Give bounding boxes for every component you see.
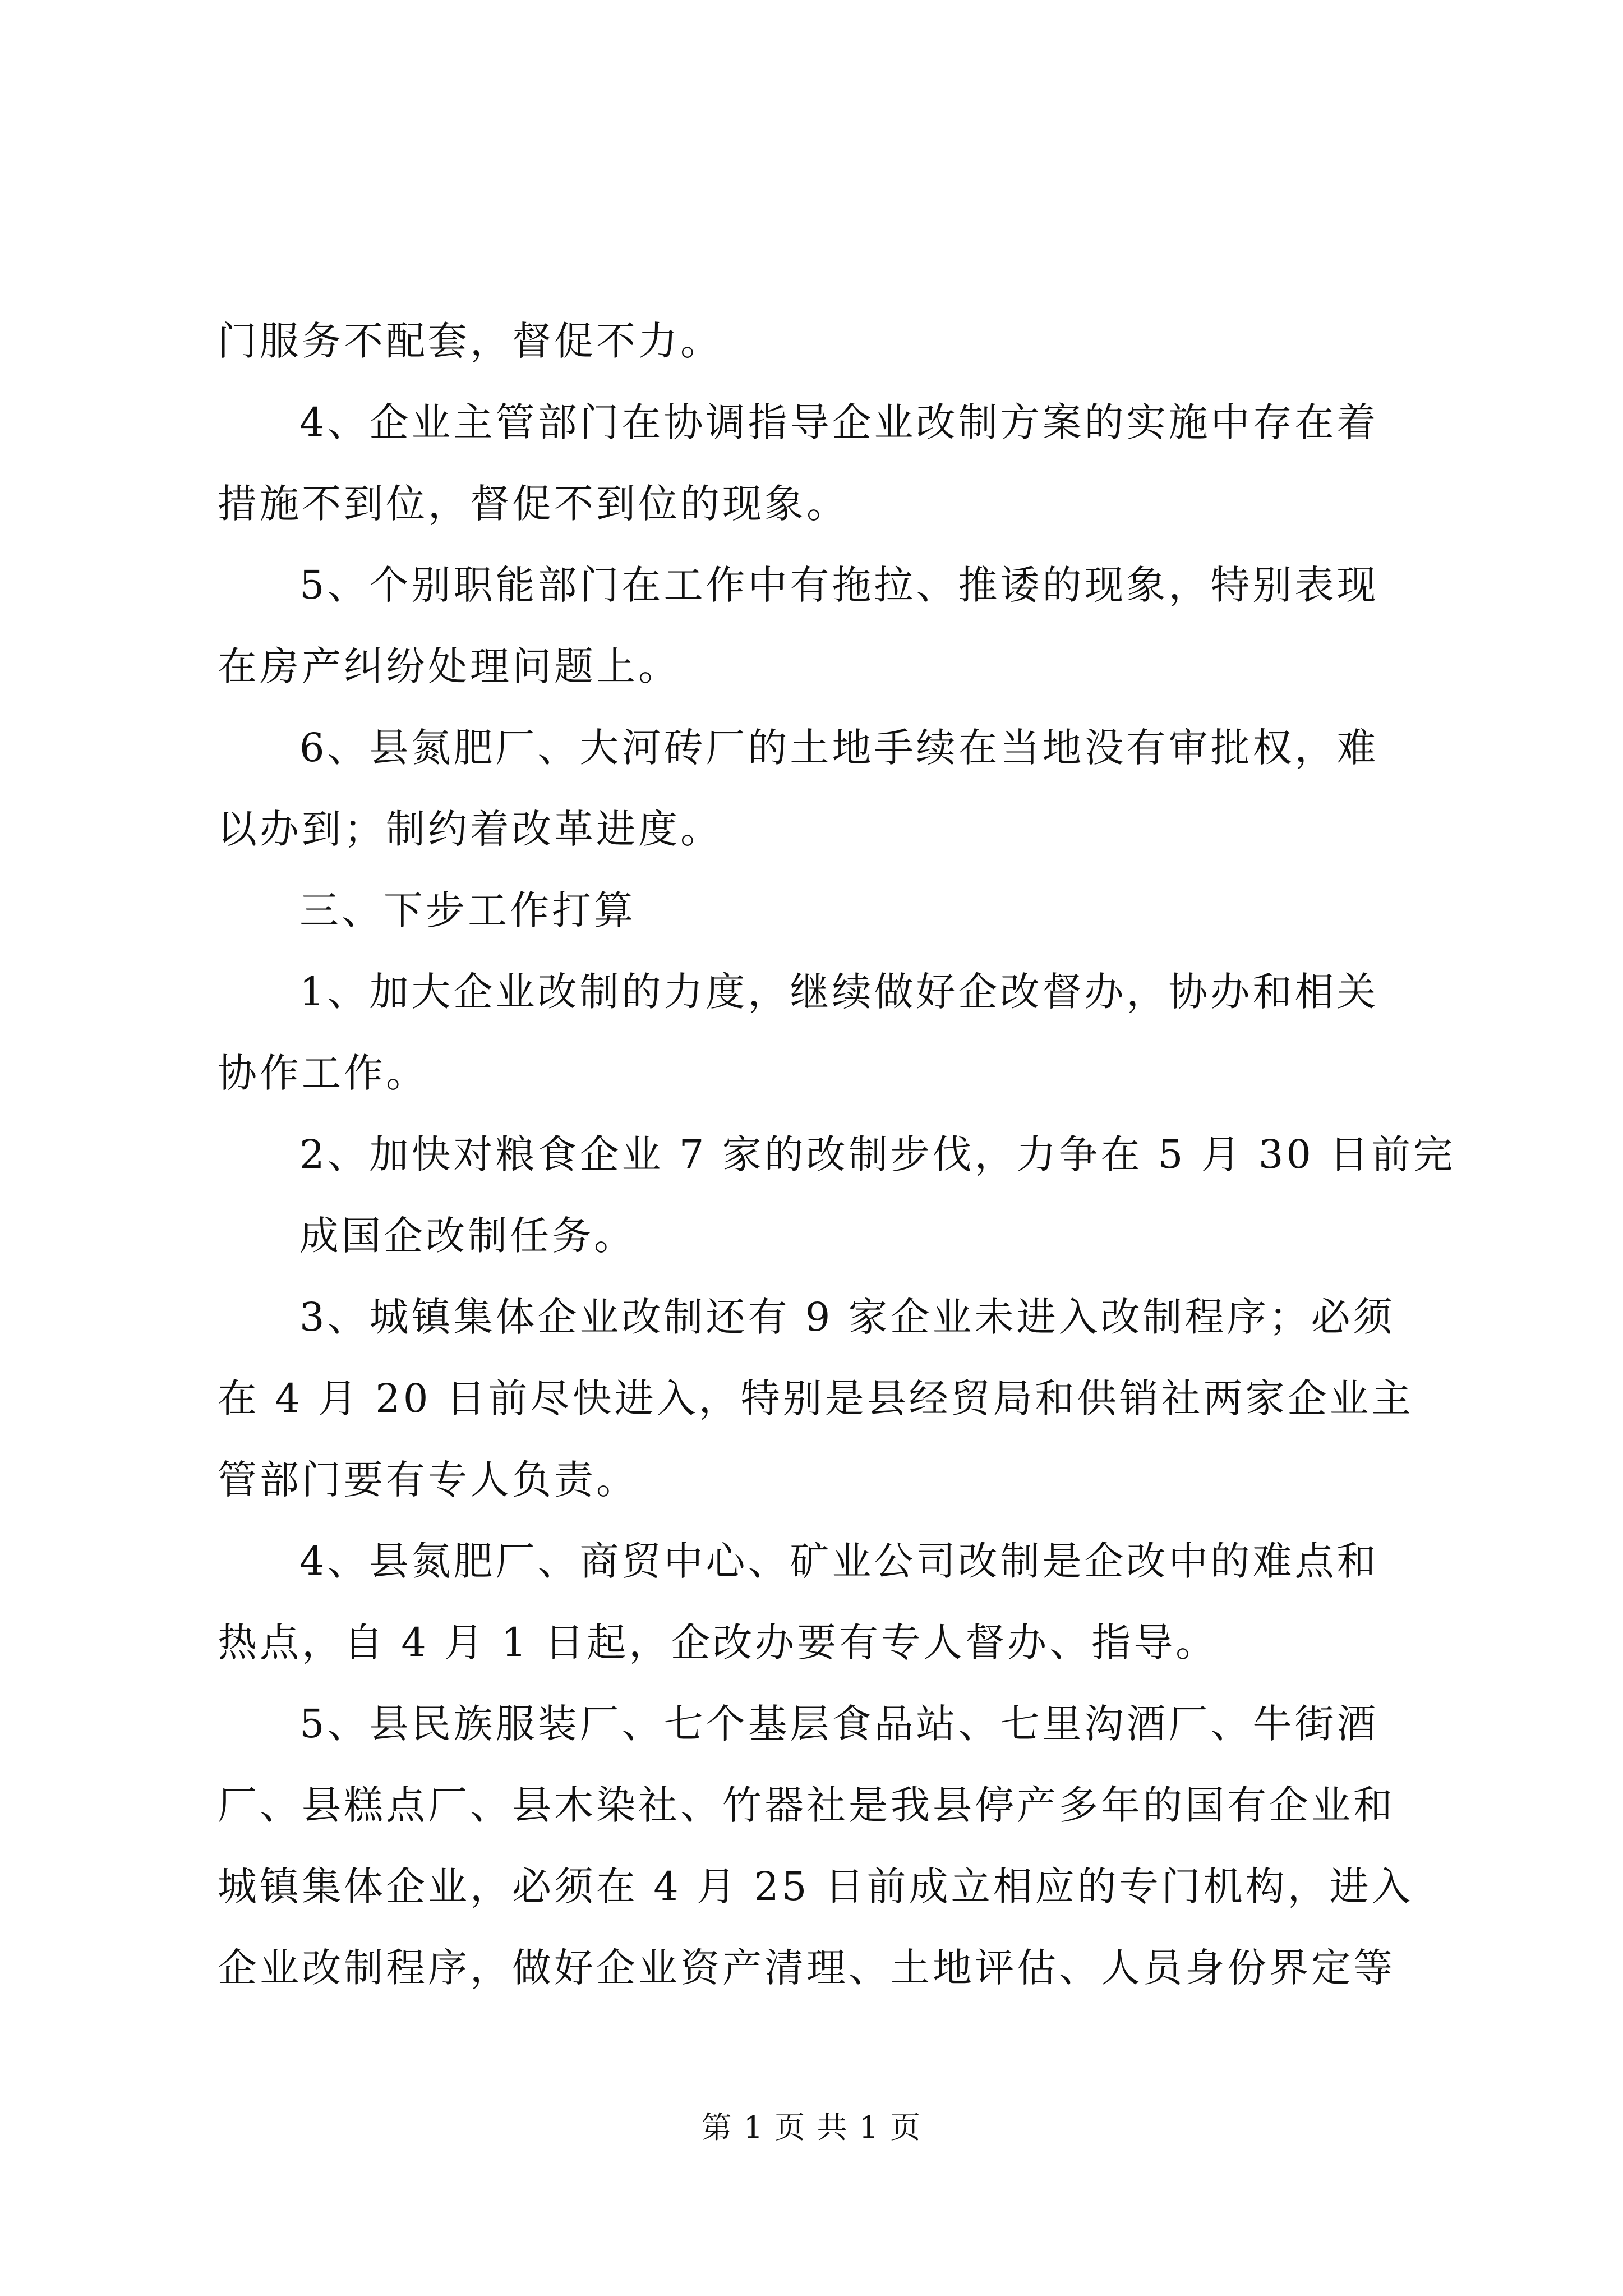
text-line-6: 6、县氮肥厂、大河砖厂的土地手续在当地没有审批权，难 bbox=[299, 725, 1379, 771]
text-line-21: 企业改制程序，做好企业资产清理、土地评估、人员身份界定等 bbox=[218, 1945, 1395, 1991]
text-line-3: 措施不到位，督促不到位的现象。 bbox=[218, 481, 849, 527]
text-line-19: 厂、县糕点厂、县木染社、竹器社是我县停产多年的国有企业和 bbox=[218, 1782, 1395, 1828]
text-line-12: 成国企改制任务。 bbox=[299, 1213, 636, 1259]
text-line-4: 5、个别职能部门在工作中有拖拉、推诿的现象，特别表现 bbox=[299, 562, 1379, 608]
text-line-18: 5、县民族服装厂、七个基层食品站、七里沟酒厂、牛街酒 bbox=[299, 1701, 1379, 1747]
text-line-16: 4、县氮肥厂、商贸中心、矿业公司改制是企改中的难点和 bbox=[299, 1538, 1379, 1584]
text-line-7: 以办到；制约着改革进度。 bbox=[218, 806, 722, 852]
text-line-2: 4、企业主管部门在协调指导企业改制方案的实施中存在着 bbox=[299, 399, 1379, 445]
text-line-13: 3、城镇集体企业改制还有 9 家企业未进入改制程序；必须 bbox=[299, 1294, 1395, 1340]
text-line-5: 在房产纠纷处理问题上。 bbox=[218, 643, 680, 689]
text-line-15: 管部门要有专人负责。 bbox=[218, 1457, 638, 1503]
text-line-20: 城镇集体企业，必须在 4 月 25 日前成立相应的专门机构，进入 bbox=[218, 1864, 1414, 1910]
section-heading: 三、下步工作打算 bbox=[299, 887, 636, 933]
text-line-11: 2、加快对粮食企业 7 家的改制步伐，力争在 5 月 30 日前完 bbox=[299, 1131, 1456, 1177]
text-line-9: 1、加大企业改制的力度，继续做好企改督办，协办和相关 bbox=[299, 969, 1379, 1015]
page-footer: 第 1 页 共 1 页 bbox=[701, 2110, 922, 2145]
text-line-14: 在 4 月 20 日前尽快进入，特别是县经贸局和供销社两家企业主 bbox=[218, 1375, 1414, 1421]
text-line-17: 热点，自 4 月 1 日起，企改办要有专人督办、指导。 bbox=[218, 1619, 1218, 1665]
text-line-1: 门服务不配套，督促不力。 bbox=[218, 318, 722, 364]
text-line-10: 协作工作。 bbox=[218, 1050, 428, 1096]
